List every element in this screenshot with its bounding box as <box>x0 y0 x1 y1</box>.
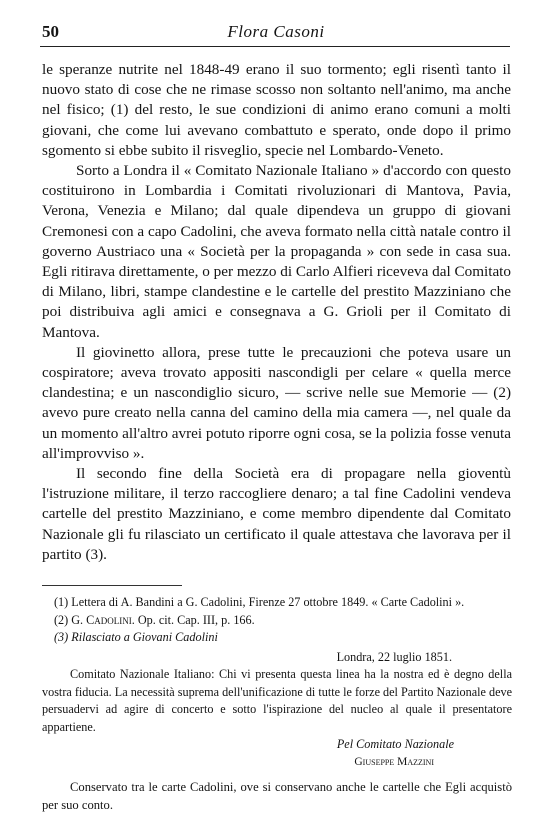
footnote-1: (1) Lettera di A. Bandini a G. Cadolini, Firenze 27 ottobre 1849. « Carte Cadolini ». <box>54 595 465 609</box>
footnote-rule <box>42 585 182 586</box>
page-number: 50 <box>42 22 59 41</box>
footnote-2 <box>42 612 512 630</box>
letter-signature-line: Pel Comitato Nazionale <box>336 737 454 751</box>
footnote-2-rest: . Op. cit. Cap. III, p. 166. <box>131 612 255 627</box>
footnote-3-text: (3) Rilasciato a Giovani Cadolini <box>54 630 218 644</box>
page-header <box>42 22 510 44</box>
paragraph: Il giovinetto allora, prese tutte le precauzioni che poteva usare un cospiratore; aveva trovato appositi nascondigli per celare « quella merce clandestina; e un nascondiglio sicuro, — scrive nelle sue Memorie — (2) avevo pure creato nella canna del camino della mia camera —, nel quale da un momento all'altro avrei potuto riporre ogni cosa, se la polizia fosse venuta all'improvviso ». <box>42 343 511 462</box>
paragraph: Il secondo fine della Società era di propagare nella gioventù l'istruzione militare, il terzo raccogliere denaro; a tal fine Cadolini vendeva cartelle del prestito Mazziniano, e come membro dipendente dal Comitato Nazionale gli fu rilasciato un certificato il quale attestava che lavorava per il partito (3). <box>42 465 511 563</box>
footnote-2-author: Cadolini <box>86 612 132 627</box>
header-rule <box>40 46 510 47</box>
footnotes <box>42 594 512 814</box>
letter-date: Londra, 22 luglio 1851. <box>336 649 452 664</box>
footnote-3 <box>42 629 512 647</box>
letter-signature-name: Giuseppe Mazzini <box>354 755 434 768</box>
closing-note: Conservato tra le carte Cadolini, ove si conservano anche le cartelle che Egli acquistò per suo conto. <box>42 780 512 812</box>
running-head: Flora Casoni <box>227 22 325 41</box>
main-text <box>42 60 511 565</box>
paragraph: le speranze nutrite nel 1848-49 erano il suo tormento; egli risentì tanto il nuovo stato di cose che ne rimase scosso non soltanto nell'animo, ma anche nel fisico; (1) del resto, le sue condizioni di animo erano comuni a molti giovani, che come lui avevano combattuto e sperato, onde dopo il primo sgomento si ebbe subito il risveglio, specie nel Lombardo-Veneto. <box>42 61 511 159</box>
footnote-2-prefix: (2) G. <box>54 612 87 627</box>
letter-body: Comitato Nazionale Italiano: Chi vi presenta questa linea ha la nostra ed è degno della vostra fiducia. La necessità suprema dell'unificazione di tutte le forze del Partito Nazionale deve persuadervi ad agire di concerto e sotto l'ispirazione del nucleo al quale il presentatore appartiene. <box>42 667 512 734</box>
paragraph: Sorto a Londra il « Comitato Nazionale Italiano » d'accordo con questo costituirono in Lombardia i Comitati rivoluzionari di Mantova, Pavia, Verona, Venezia e Milano; dal quale dipendeva un gruppo di giovani Cremonesi con a capo Cadolini, che aveva formato nella città natale contro il governo Austriaco una « Società per la propaganda » con sede in casa sua. Egli ritirava direttamente, o per mezzo di Carlo Alfieri riceveva dal Comitato di Milano, libri, stampe clandestine e le cartelle del prestito Mazziniano che poi distribuiva agli amici e consegnava a G. Grioli per il Comitato di Mantova. <box>42 162 511 341</box>
